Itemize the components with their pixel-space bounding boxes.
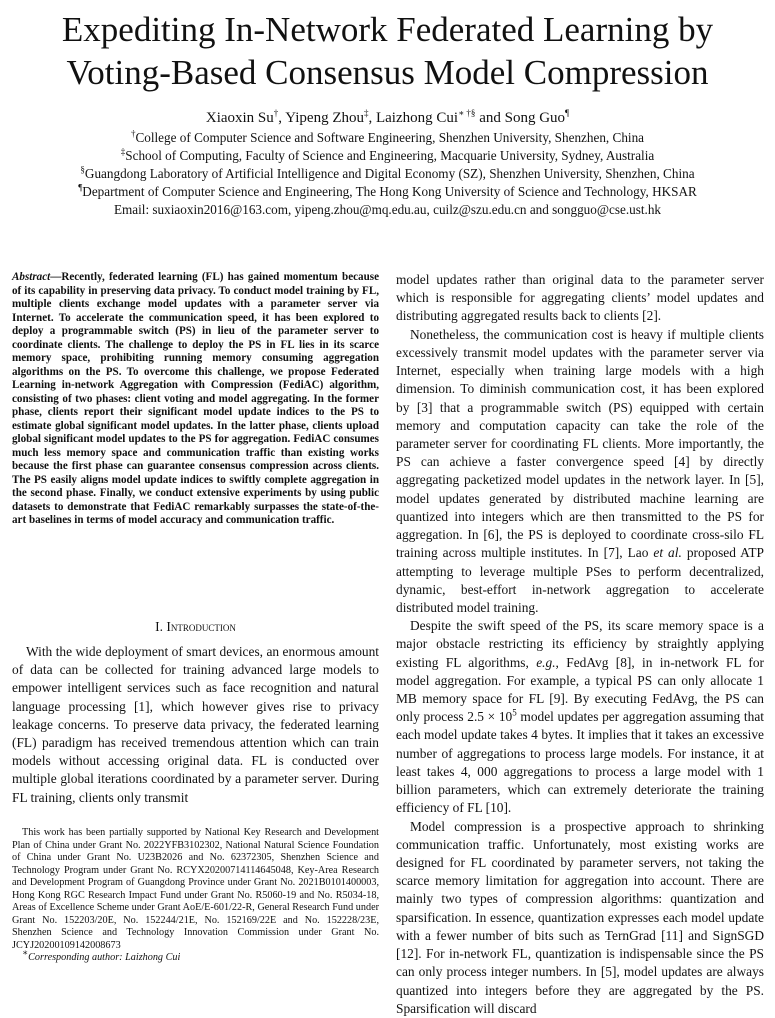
author-4: Song Guo: [504, 110, 566, 126]
right-paragraph-4: Model compression is a prospective approach to shrinking communication traffic. Unfortunately, most existing works are designed for FL coordinated by parameter servers, not taking the scarce memory limitation for aggregation into account. There are mainly two types of compression algorithms: quantization and sparsification. In essence, quantization expresses each model update with a fewer number of bits such as TernGrad [11] and SignSGD [12]. For in-network FL, quantization is indispensable since the PS can only process integer numbers. In [5], model updates are always quantized into integers before they are aggregated by the PS. Sparsification will discard: [396, 818, 764, 1016]
author-emails: Email: suxiaoxin2016@163.com, yipeng.zhou@mq.edu.au, cuilz@szu.edu.cn and songguo@cse.ust.hk: [113, 202, 662, 217]
author-list: Xiaoxin Su†, Yipeng Zhou‡, Laizhong Cui∗ †§ and Song Guo¶: [205, 108, 570, 126]
paper-title: [0, 8, 775, 94]
author-3: Laizhong Cui: [375, 110, 459, 126]
title-line-1: Expediting In-Network Federated Learning by: [61, 10, 714, 49]
right-paragraph-2: Nonetheless, the communication cost is heavy if multiple clients excessively transmit model updates with the parameter server via Internet, especially when training large models with a high dimension. To diminish communication cost, it has been explored by [3] that a programmable switch (PS) equipped with certain memory and computation capacity can take the role of the parameter server for coordinating FL clients. More importantly, the PS can achieve a faster convergence speed [4] by directly aggregating packetized model updates in the network layer. In [5], model updates generated by distributed machine learning are quantized into integers which are then transmitted to the PS for aggregation. In [6], the PS is deployed to coordinate cross-silo FL training across multiple institutes. In [7], Lao et al. proposed ATP attempting to leverage multiple PSes to perform decentralized, dynamic, best-effort in-network aggregation to accelerate distributed model training.: [396, 326, 764, 615]
affiliation-2: ‡School of Computing, Faculty of Science and Engineering, Macquarie University, Sydney, Australia: [120, 146, 655, 163]
affiliation-3: §Guangdong Laboratory of Artificial Intelligence and Digital Economy (SZ), Shenzhen University, Shenzhen, China: [80, 164, 695, 181]
right-paragraph-1: model updates rather than original data to the parameter server which is responsible for aggregating clients’ model updates and distributing aggregated results back to clients [2].: [396, 272, 764, 324]
math-2-5e5: 2.5 × 10: [467, 709, 513, 725]
math-4000: 4, 000: [460, 763, 498, 779]
abstract-label: Abstract: [12, 271, 51, 283]
right-paragraph-3: Despite the swift speed of the PS, its scare memory space is a major obstacle restricting its efficiency by straightly applying existing FL algorithms, e.g., FedAvg [8], in in-network FL for model aggregation. For example, a typical PS can only allocate 1 MB memory space for FL [9]. By executing FedAvg, the PS can only process $2.5 \times 10^5$ model updates per aggregation assuming that each model update takes 4 bytes. It implies that it takes an excessive number of aggregations to process large models. For instance, it at least takes 4, 000 aggregations to process a large model with 1 billion parameters, which can extremely deteriorate the training efficiency of FL [10].: [396, 618, 764, 816]
abstract-text: —Recently, federated learning (FL) has gained momentum because of its capability in preserving data privacy. To conduct model training by FL, multiple clients exchange model updates with a parameter server via Internet. To accelerate the communication speed, it has been explored to deploy a programmable switch (PS) in lieu of the parameter server to coordinate clients. The challenge to deploy the PS in FL lies in its scarce memory space, prohibiting running memory consuming aggregation algorithms on the PS. To overcome this challenge, we propose Federated Learning in-network Aggregation with Compression (FediAC) algorithm, consisting of two phases: client voting and model aggregating. In the former phase, clients report their significant model update indices to the PS to estimate global significant model updates. In the latter phase, clients upload global significant model updates to the PS for aggregation. FediAC consumes much less memory space and communication traffic than existing works because the first phase can guarantee consensus compression across clients. The PS easily aligns model update indices to swiftly complete aggregation in the second phase. Finally, we conduct extensive experiments by using public datasets to demonstrate that FediAC remarkably surpasses the state-of-the-art baselines in terms of model accuracy and communication traffic.: [12, 271, 379, 526]
right-column: [396, 271, 764, 1018]
intro-paragraph-1: With the wide deployment of smart devices, an enormous amount of data can be collected for training advanced large models to empower intelligent services such as face recognition and natural language processing [1], which however gives rise to privacy leakage concerns. To preserve data privacy, the federated learning (FL) paradigm has received tremendous attention which can train models without accessing original data. FL is conducted over multiple global iterations coordinated by a parameter server. During FL training, clients only transmit: [12, 644, 379, 805]
abstract: [12, 271, 379, 528]
funding-text: This work has been partially supported by National Key Research and Development Plan of China under Grant No. 2022YFB3102302, National Natural Science Foundation of China under Grant No. U23B2026 and No. 62372305, Shenzhen Science and Technology Program under Grant No. RCYX20200714114645048, Key-Area Research and Development Program of Guangdong Province under Grant No. 2021B0101400003, Hong Kong RGC Research Impact Fund under Grant No. R5060-19 and No. R5034-18, Areas of Excellence Scheme under Grant AoE/E-601/22-R, General Research Fund under Grant No. 152203/20E, No. 152244/21E, No. 152169/22E and No. 152228/23E, Shenzhen Science and Technology Innovation Commission under Grant No. JCYJ20200109142008673: [12, 827, 379, 951]
section-heading-introduction: I. Introduction: [155, 619, 236, 634]
corresponding-author: ∗Corresponding author: Laizhong Cui: [22, 948, 181, 964]
affiliation-1: †College of Computer Science and Software Engineering, Shenzhen University, Shenzhen, China: [130, 128, 645, 145]
author-2: Yipeng Zhou: [285, 110, 364, 126]
affiliation-4: ¶Department of Computer Science and Engineering, The Hong Kong University of Science and Technology, HKSAR: [78, 182, 697, 199]
author-1: Xiaoxin Su: [205, 110, 274, 126]
funding-footnote: [12, 827, 379, 965]
title-line-2: Voting-Based Consensus Model Compression: [66, 53, 709, 92]
